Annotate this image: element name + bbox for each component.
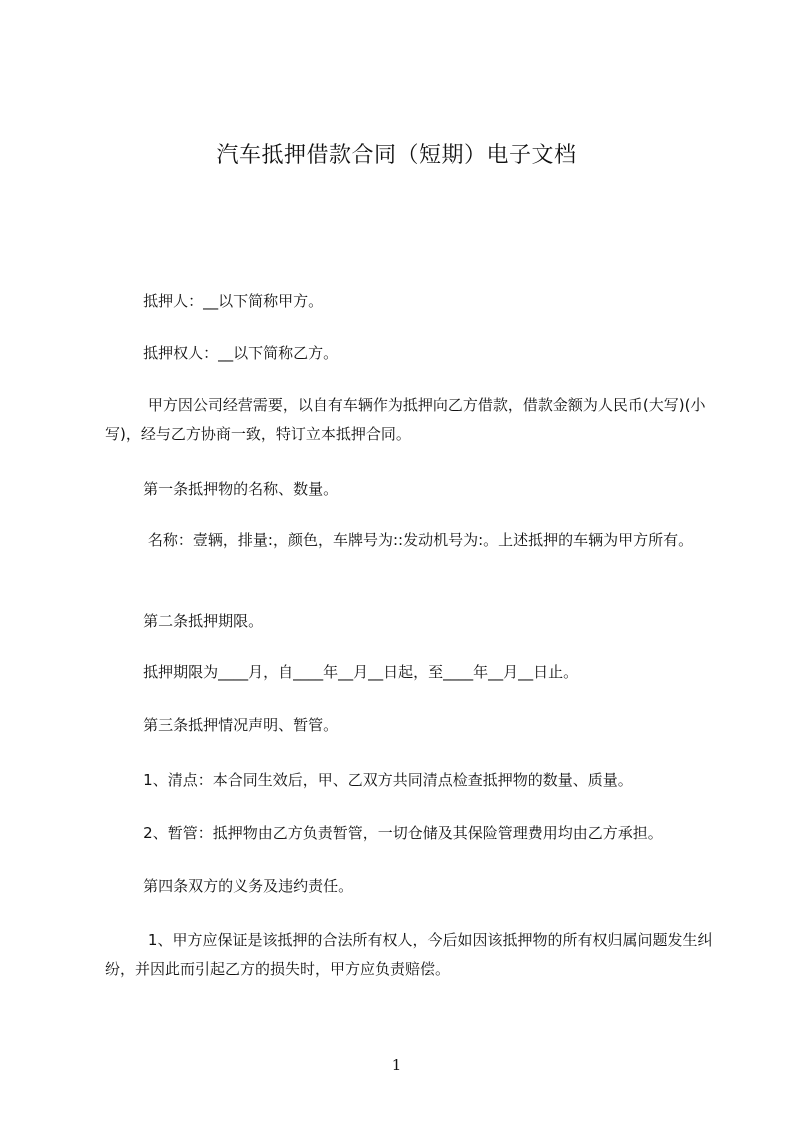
paragraph-vehicle-details: 名称：壹辆，排量:，颜色，车牌号为::发动机号为:。上述抵押的车辆为甲方所有。 <box>105 531 694 549</box>
paragraph-purpose: 甲方因公司经营需要，以自有车辆作为抵押向乙方借款，借款金额为人民币(大写)(小写)，经与乙方协商一致，特订立本抵押合同。 <box>105 396 706 443</box>
article-2-heading: 第二条抵押期限。 <box>105 612 264 630</box>
paragraph-ownership-guarantee: 1、甲方应保证是该抵押的合法所有权人，今后如因该抵押物的所有权归属问题发生纠纷，并因此而引起乙方的损失时，甲方应负责赔偿。 <box>105 931 713 978</box>
paragraph-mortgagor: 抵押人：__以下简称甲方。 <box>105 292 324 310</box>
article-4-heading: 第四条双方的义务及违约责任。 <box>105 877 354 895</box>
article-3-heading: 第三条抵押情况声明、暂管。 <box>105 716 339 734</box>
paragraph-mortgage-term: 抵押期限为____月，自____年__月__日起，至____年__月__日止。 <box>105 663 579 681</box>
paragraph-inventory-check: 1、清点：本合同生效后，甲、乙双方共同清点检查抵押物的数量、质量。 <box>105 771 633 789</box>
page-number: 1 <box>391 1056 402 1074</box>
paragraph-custody: 2、暂管：抵押物由乙方负责暂管，一切仓储及其保险管理费用均由乙方承担。 <box>105 824 663 842</box>
document-title: 汽车抵押借款合同（短期）电子文档 <box>216 143 577 168</box>
article-1-heading: 第一条抵押物的名称、数量。 <box>105 480 339 498</box>
paragraph-mortgagee: 抵押权人：__以下简称乙方。 <box>105 344 339 362</box>
